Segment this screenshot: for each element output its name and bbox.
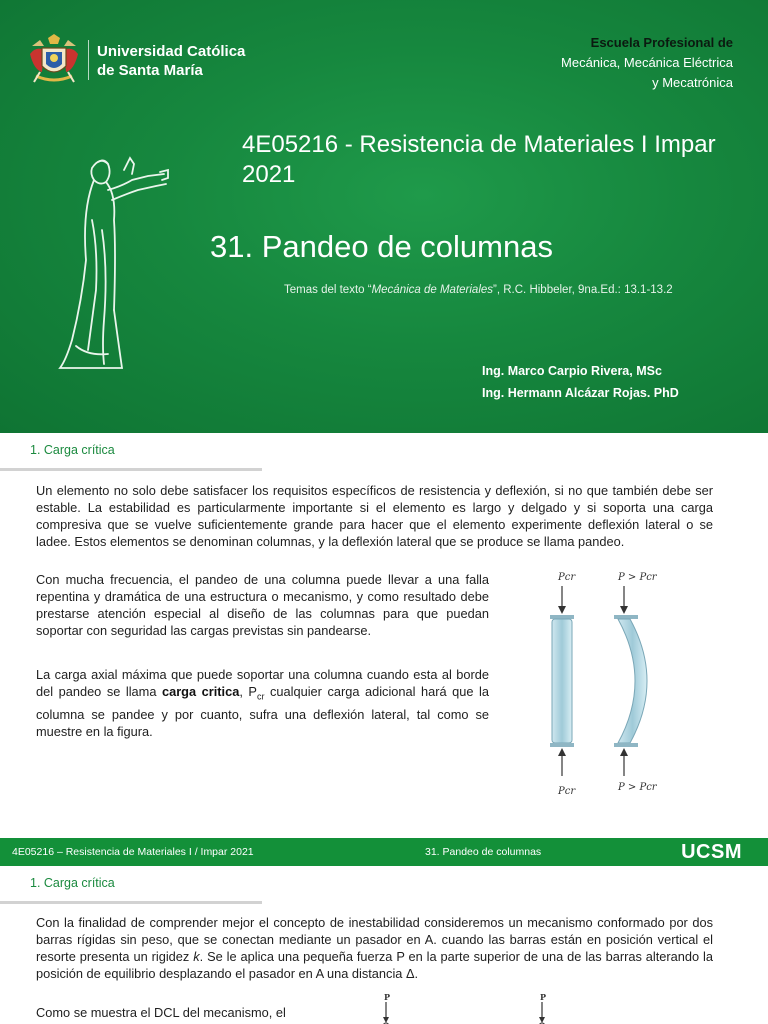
textbook-reference: Temas del texto “Mecánica de Materiales”, R.C. Hibbeler, 9na.Ed.: 13.1-13.2: [284, 284, 673, 296]
label-p-greater-bottom: P > Pcr: [618, 782, 657, 793]
paragraph-pandeo: Con mucha frecuencia, el pandeo de una columna puede llevar a una falla repentina y dramática de una estructura o mecanismo, y como resultado debe prestarse atención especial al diseño de las columnas para que puedan soportar con seguridad las cargas previstas sin pandearse.: [36, 572, 489, 638]
keyword-carga-critica: carga critica: [161, 684, 240, 699]
section-divider: [0, 468, 262, 471]
school-name: [561, 33, 733, 93]
lecture-title: 31. Pandeo de columnas: [210, 229, 553, 264]
section-title: 1. Carga crítica: [30, 876, 115, 890]
logo-divider: [88, 40, 89, 80]
slide-mecanismo: [0, 866, 768, 1024]
paragraph-intro: Un elemento no solo debe satisfacer los requisitos específicos de resistencia y deflexión, si no que también debe ser estable. La estabilidad es particularmente importante si el elemento es largo y delgado y si soporta una carga compresiva que se vuelve suficientemente grande para hacer que el elemento experimente deflexión lateral o se ladee. Estos elementos se denominan columnas, y la deflexión lateral que se produce se llama pandeo.: [36, 483, 713, 549]
slide-footer: [0, 838, 768, 866]
paragraph-dcl: Como se muestra el DCL del mecanismo, el: [36, 1005, 286, 1020]
ucsm-logo: UCSM: [681, 841, 742, 863]
label-force-p: P: [540, 992, 547, 1002]
section-title: 1. Carga crítica: [30, 443, 115, 457]
cover-slide: [0, 0, 768, 433]
paragraph-carga-critica: La carga axial máxima que puede soportar una columna cuando esta al borde del pandeo se llama carga critica, $P_{cr}$ cualquier carga adicional hará que la columna se pandee y por cuanto, sufra una deflexión lateral, tal como se muestre en la figura.: [36, 667, 489, 739]
footer-course: 4E05216 – Resistencia de Materiales I / Impar 2021: [12, 846, 254, 858]
slide-carga-critica: [0, 433, 768, 838]
author: Ing. Hermann Alcázar Rojas. PhD: [482, 386, 679, 400]
label-force-p: P: [384, 992, 391, 1002]
paragraph-mecanismo: Con la finalidad de comprender mejor el concepto de inestabilidad consideremos un mecanismo conformado por dos barras rígidas sin peso, que se conectan mediante un pasador en A. cuando las barras están en posición vertical el resorte presenta un rigidez k. Se le aplica una pequeña fuerza P en la parte superior de una de las barras alterando la posición de equilibrio desplazando el pasador en A una distancia Δ.: [36, 915, 713, 981]
university-name: Universidad Católica de Santa María: [97, 43, 246, 79]
label-pcr-top: Pcr: [558, 572, 576, 583]
course-title: 4E05216 - Resistencia de Materiales I Impar 2021: [242, 131, 716, 188]
label-p-greater-top: P > Pcr: [618, 572, 657, 583]
footer-lecture: 31. Pandeo de columnas: [425, 846, 542, 858]
stiffness-symbol: k: [193, 949, 200, 964]
school-line: y Mecatrónica: [652, 75, 733, 90]
mechanism-figure: [350, 991, 570, 1024]
buckling-columns-figure: [540, 568, 670, 808]
virgin-figure-illustration: [52, 150, 177, 375]
school-line: Mecánica, Mecánica Eléctrica: [561, 55, 733, 70]
authors: [482, 360, 679, 404]
university-crest-icon: [26, 32, 82, 88]
label-pcr-bottom: Pcr: [558, 786, 576, 797]
author: Ing. Marco Carpio Rivera, MSc: [482, 364, 662, 378]
book-title: Mecánica de Materiales: [371, 284, 494, 296]
section-divider: [0, 901, 262, 904]
school-title: Escuela Profesional de: [590, 35, 733, 50]
